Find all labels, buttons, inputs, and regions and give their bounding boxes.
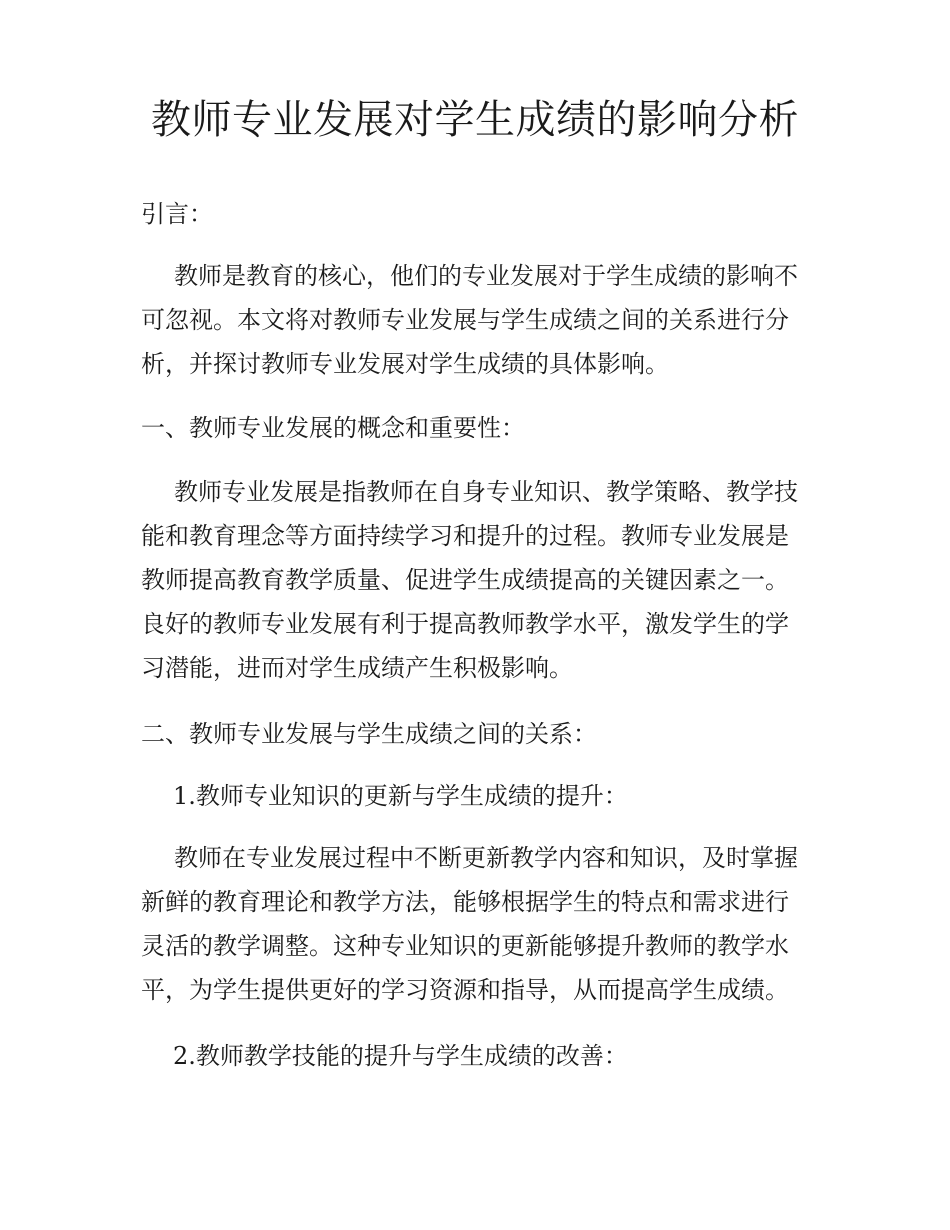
subsection-1-paragraph: 教师在专业发展过程中不断更新教学内容和知识，及时掌握新鲜的教育理论和教学方法，能够根据学生的特点和需求进行灵活的教学调整。这种专业知识的更新能够提升教师的教学水平，为学生提供更好的学习资源和指导，从而提高学生成绩。 <box>141 844 798 1004</box>
intro-heading: 引言： <box>141 200 213 228</box>
intro-paragraph: 教师是教育的核心，他们的专业发展对于学生成绩的影响不可忽视。本文将对教师专业发展与学生成绩之间的关系进行分析，并探讨教师专业发展对学生成绩的具体影响。 <box>141 262 798 378</box>
section-2-heading: 二、教师专业发展与学生成绩之间的关系： <box>141 720 597 748</box>
section-1-paragraph: 教师专业发展是指教师在自身专业知识、教学策略、教学技能和教育理念等方面持续学习和提升的过程。教师专业发展是教师提高教育教学质量、促进学生成绩提高的关键因素之一。良好的教师专业发展有利于提高教师教学水平，激发学生的学习潜能，进而对学生成绩产生积极影响。 <box>141 478 798 682</box>
document-title: 教师专业发展对学生成绩的影响分析 <box>151 97 799 143</box>
subsection-2-heading: 2.教师教学技能的提升与学生成绩的改善： <box>173 1042 628 1070</box>
section-1-heading: 一、教师专业发展的概念和重要性： <box>141 414 525 442</box>
subsection-1-heading: 1.教师专业知识的更新与学生成绩的提升： <box>173 782 628 810</box>
